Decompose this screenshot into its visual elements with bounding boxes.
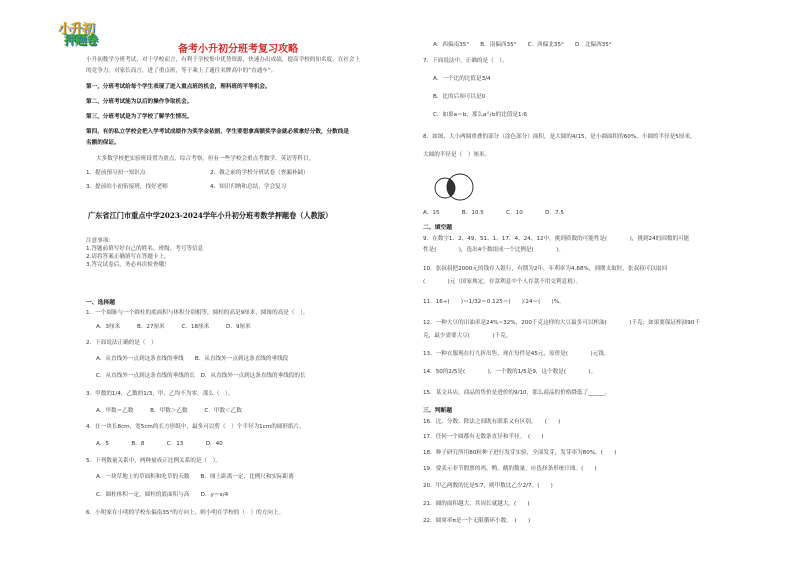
question-line: 17．任何一个圆都有无数条直径和半径。 ( ): [423, 434, 544, 440]
question-line: 大圆的半径是（ ）厘米。: [423, 152, 491, 158]
question-line: A．5 B．8 C．13 D．40: [96, 441, 223, 447]
guide-point4b: 名额的保证。: [86, 140, 120, 146]
guide-para1b: 的竞争力。对家长而言，进了重点班，等于乘上了通往名牌高中的“直通车”。: [86, 68, 277, 74]
question-line: 10．张叔叔把2000元的钱存入银行，有期为2年，年利率为4.68%，到期支取时，张叔叔可以取回: [423, 266, 668, 272]
question-line: 18．种子研究所用80粒种子进行发芽实验，全部发芽，发芽率为80%。( ): [423, 450, 617, 456]
guide-tip3: 3、提前给小初衔接班，找好老师: [86, 184, 168, 190]
section-choice: 一、选择题: [86, 300, 115, 306]
question-line: A．一个比的比值是3/4: [433, 76, 491, 82]
logo-line2: 押题卷: [64, 33, 98, 47]
question-line: A．甲数＝乙数 B．甲数＞乙数 C．甲数＜乙数: [96, 408, 242, 414]
overlap-circles-figure: [428, 172, 480, 202]
question-line: A．15 B．10.5 C．10 D．7.5: [423, 210, 564, 216]
guide-tip1: 1、提前预习初一知识点: [86, 170, 146, 176]
guide-para1: 小升初数学分班考试，对于学校而言，有利于学校集中优势资源，快速办出成绩，提高学校的知名度，在社会上: [86, 57, 361, 63]
question-line: 8．如图，大小两圆重叠的部分（涂色部分）面积，是大圆的4/15，是小圆面积的60%，小圆的半径是5厘米，: [423, 134, 696, 140]
question-line: A．一块草地上的草面积和吃草的天数 B．图上距离一定，比例尺和实际距离: [96, 474, 294, 480]
question-line: A．西偏南35° B．南偏西35° C．西偏北35° D．北偏西35°: [433, 42, 612, 48]
guide-point2: 第二，分班考试能为以后的操作争取机会。: [86, 99, 193, 105]
question-line: 6．小明家在小明的学校东偏南35°的方向上，则小明在学校的（ ）的方向上。: [86, 510, 285, 516]
guide-point4a: 第四，有的私立学校会把入学考试成绩作为奖学金依据，学生要想拿高额奖学金就必须拿好分数，分数线是: [86, 129, 349, 135]
question-line: 克，最少需要大豆( )千克。: [423, 333, 512, 339]
question-line: 20．甲乙两数的比是5∶7，则甲数比乙少2/7。( ): [423, 483, 553, 489]
question-line: 1．一个圆锥与一个圆柱的底面积与体积分别相等，圆柱的高是9厘米，圆锥的高是（ ）。: [86, 310, 309, 316]
question-line: 15．某文具店，商品的售价是进价的9/10，那么商品的价格降低了______。: [423, 390, 611, 396]
question-line: C．从直线外一点到这条直线的垂线的长 D．从直线外一点到这条直线的垂线段的长: [96, 373, 306, 379]
question-line: C．如果a＝b，那么a与b的比值是1:6: [433, 112, 527, 118]
guide-para2: 大多数学校把实验班设置为重点，综合考察，但有一些学校会重点考数学、英语等科目。: [96, 156, 315, 162]
notice-item-2: 2.请将答案正确填写在答题卡上。: [86, 254, 170, 260]
question-line: 22．圆周率π是一个无限循环小数。 ( ): [423, 518, 531, 524]
question-line: 12．一种大豆的出油率是24%~32%，200千克这样的大豆最多可以榨油( )千克；如果要保证榨油90千: [423, 320, 700, 326]
question-line: 2．下面说法正确的是（ ）: [86, 340, 157, 346]
guide-tip4: 4、知识归纳和总结，学会复习: [210, 184, 287, 190]
notice-item-1: 1.答题前填写好自己的姓名、班级、考号等信息: [86, 246, 204, 252]
question-line: 4．在一块长8cm，宽5cm的长方形纸中，最多可以剪（ ）个半径为1cm的圆形纸片。: [86, 424, 305, 430]
question-line: 7．下面说法中，正确的是（ ）。: [423, 58, 508, 64]
question-line: 9．在数字1、2、49、51、1、17、4、24、12中，挑到质数的可能性是( )，挑到24的因数的可能: [423, 236, 690, 242]
question-line: A．从直线外一点到这条直线的垂线 B．从直线外一点到这条直线的垂线段: [96, 356, 289, 362]
question-line: 性是( )，选出4个数组成一个比例是( )。: [423, 247, 564, 253]
question-line: B．比的后项可以是0: [433, 94, 486, 100]
question-line: 3．甲数的1/4，乙数的1/3，甲、乙均不为零，那么（ ）。: [86, 391, 234, 397]
notice-label: 注意事项：: [86, 238, 114, 244]
logo: [58, 18, 122, 48]
question-line: 5．下列数量关系中，两种量成正比例关系的是（ ）。: [86, 458, 222, 464]
guide-point3: 第三，分班考试是为了学校了解学生情况。: [86, 114, 193, 120]
paper-title: 广东省江门市重点中学2023-2024学年小升初分班考数学押题卷（人教版）: [88, 211, 333, 220]
question-line: ( )元（国家规定，存款利息中个人存款不用交利息税）。: [423, 279, 582, 285]
question-line: 13．一种衣服现在打九折出售，现在每件是45元，原价是( )元钱。: [423, 351, 610, 357]
guide-point1: 第一，分班考试给每个学生表现了进入重点班的机会，理科班的平等机会。: [86, 84, 271, 90]
guide-tip2: 2、做之前的学校分班试卷（查漏补缺）: [210, 170, 309, 176]
question-line: A．3厘米 B．27厘米 C．18厘米 D．9厘米: [96, 324, 251, 330]
question-line: 16．比、分数、除法之间既有联系又有区别。 ( ): [423, 419, 561, 425]
section-fill: 二、填空题: [423, 225, 452, 231]
section-judge: 三、判断题: [423, 408, 452, 414]
logo-line1: 小升初: [58, 22, 95, 37]
guide-title: 备考小升初分班考复习攻略: [178, 44, 298, 55]
question-line: C．圆柱体积一定，圆柱的底面积与高 D．y＝x/4: [96, 492, 229, 498]
right-column: [397, 0, 794, 562]
notice-item-3: 3.答完试卷后，务必再次检查哦！: [86, 262, 170, 268]
question-line: 14．50的2/5是( )，一个数的1/5是9，这个数是( )。: [423, 369, 597, 375]
question-line: 11．16÷( )＝1/32＝0.125＝( )∶24＝( )%。: [423, 299, 565, 305]
question-line: 21．圆的面积越大，其周长就越大。( ): [423, 501, 530, 507]
question-line: 19．要表示非节假票的鸡、鸭、鹅的数量，应选择条形统计图。( ): [423, 466, 597, 472]
